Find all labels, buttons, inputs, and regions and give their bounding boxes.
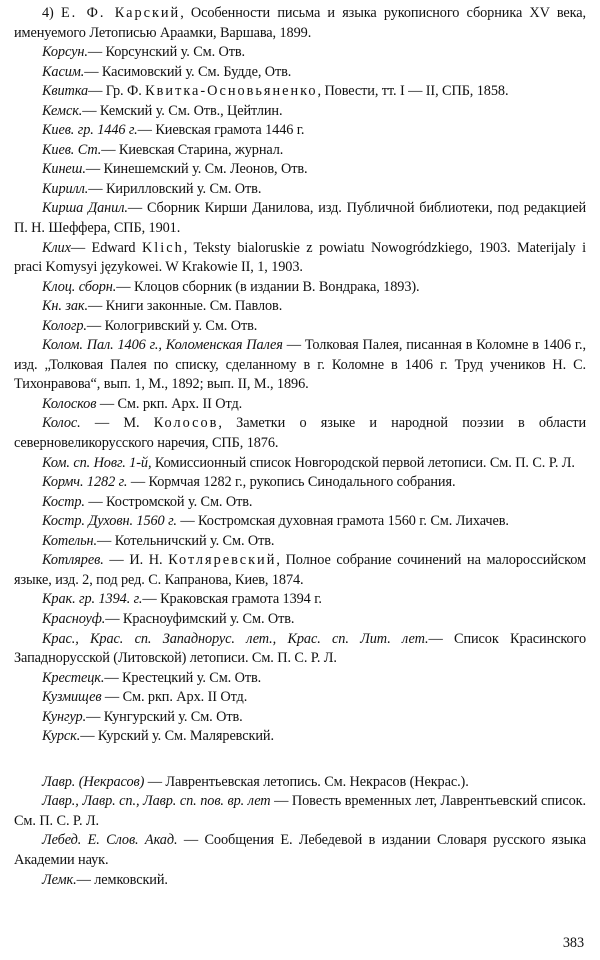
glossary-entry [14,871,586,891]
glossary-entry [14,473,586,493]
entry-abbreviation: Лавр. (Некрасов) [42,773,145,790]
entry-abbreviation: Курск. [42,728,81,745]
glossary-entry [14,669,586,689]
entry-abbreviation: Клоц. сборн. [42,278,117,295]
entry-abbreviation: Котлярев. [42,552,104,569]
glossary-entry [14,512,586,532]
glossary-entry [14,630,586,669]
entry-abbreviation: Кн. зак. [42,298,88,315]
entry-text-tail: , Заметки о языке и народной поэзии в области северновеликорусского наречия, СПБ, 1876. [14,415,586,452]
entry-abbreviation: Корсун. [42,44,88,61]
entry-abbreviation: Костр. [42,493,85,510]
glossary-entry [14,454,586,474]
glossary-entry [14,792,586,831]
glossary-entry [14,336,586,395]
glossary-entry [14,727,586,747]
entry-author: Е. Ф. Карский [60,5,181,21]
entry-text: — Кормчая 1282 г., рукопись Синодального собрания. [127,474,456,491]
glossary-entry [14,551,586,590]
glossary-entry [14,688,586,708]
glossary-entry [14,160,586,180]
entry-abbreviation: Колосков [42,395,97,412]
entry-abbreviation: Касим. [42,63,85,80]
glossary-entry [14,773,586,793]
entry-text: — Костромская духовная грамота 1560 г. См. Лихачев. [176,513,509,530]
entry-abbreviation: Кемск. [42,102,83,119]
glossary-entry [14,199,586,238]
entry-abbreviation: Красноуф. [42,610,106,627]
entry-text: — Книги законные. См. Павлов. [87,298,283,315]
entry-text: — Касимовский у. См. Будде, Отв. [84,63,292,80]
entry-abbreviation: Кологр. [42,317,87,334]
entry-abbreviation: Лемк. [42,871,77,888]
page-number: 383 [562,935,584,951]
entry-text-tail: , Повести, тт. I — II, СПБ, 1858. [317,83,509,100]
glossary-entry [14,278,586,298]
entry-text: — Киевская Старина, журнал. [101,141,284,158]
glossary-entry [14,180,586,200]
entry-text: — Красноуфимский у. См. Отв. [105,610,295,627]
entry-text: — Сообщения Е. Лебедевой в издании Словаря русского языка Академии наук. [14,832,586,868]
entry-abbreviation: Крак. гр. 1394. г. [42,591,143,608]
entry-abbreviation: Колом. Пал. 1406 г., Коломенская Палея [42,337,283,354]
glossary-entry [14,317,586,337]
entry-author: Котляревский [168,552,277,569]
entry-abbreviation: Кинеш. [42,161,86,178]
glossary-entry [14,239,586,278]
glossary-entry [14,63,586,83]
entry-abbreviation: Ком. сп. Новг. 1-й, [42,454,152,471]
entry-abbreviation: Киев. Ст. [42,141,102,158]
entry-text: — Кемский у. См. Отв., Цейтлин. [82,102,283,119]
entry-text: — Кологривский у. См. Отв. [86,317,258,334]
glossary-entry [14,532,586,552]
entry-text: — Сборник Кирши Данилова, изд. Публичной библиотеки, под редакцией П. Н. Шеффера, СПБ, 1901. [14,200,586,237]
entry-abbreviation: Клих [42,239,71,256]
entry-abbreviation: Кирилл. [42,180,89,197]
entry-text: — Курский у. См. Маляревский. [80,728,274,745]
entry-abbreviation: Квитка [42,83,89,100]
entry-text: — М. [80,415,154,432]
entry-text: — Повесть временных лет, Лаврентьевский список. См. П. С. Р. Л. [14,793,586,829]
entry-text: — Корсунский у. См. Отв. [87,44,246,61]
glossary-entry [14,708,586,728]
entry-text: — Список Красинского Западнорусской (Литовской) летописи. См. П. С. Р. Л. [14,630,586,667]
entry-abbreviation: Кунгур. [42,708,87,725]
entry-number: 4) [42,5,61,21]
entry-text: — Толковая Палея, писанная в Коломне в 1406 г., изд. „Толковая Палея по списку, сделанному в г. Коломне в 1406 г. Труд учеников Н. С. Тихонравова“, вып. 1, М., 1892; вып. II, М., 1896. [14,337,587,393]
glossary-entry [14,82,586,102]
entry-text: — Кинешемский у. См. Леонов, Отв. [85,161,308,178]
entry-text: — См. ркп. Арх. II Отд. [101,689,248,706]
entry-text: Комиссионный список Новгородской первой летописи. См. П. С. Р. Л. [151,454,575,471]
glossary-entry [14,102,586,122]
glossary-entry [14,121,586,141]
glossary-entry [14,297,586,317]
entry-text: — Кирилловский у. См. Отв. [88,180,262,197]
glossary-entry [14,4,586,43]
glossary-entries [14,4,586,890]
entry-abbreviation: Кузмищев [42,689,102,706]
entry-text: — Лаврентьевская летопись. См. Некрасов (Некрас.). [144,773,469,790]
entry-text: — Edward [70,239,142,256]
glossary-entry [14,141,586,161]
entry-abbreviation: Крас., Крас. сп. Западнорус. лет., Крас. сп. Лит. лет. [42,630,429,647]
entry-abbreviation: Костр. Духовн. 1560 г. [42,513,177,530]
entry-abbreviation: Кормч. 1282 г. [42,474,128,491]
entry-text: — Гр. Ф. [88,83,146,100]
entry-abbreviation: Киев. гр. 1446 г. [42,122,138,139]
entry-abbreviation: Котельн. [42,532,98,549]
entry-text-tail: , Полное собрание сочинений на малороссийском языке, изд. 2, под ред. С. Капранова, Киев, 1874. [14,552,586,588]
glossary-entry [14,610,586,630]
entry-author: Klich [141,239,184,256]
glossary-entry [14,395,586,415]
entry-text: — Кунгурский у. См. Отв. [86,708,243,725]
entry-text: — См. ркп. Арх. II Отд. [96,395,243,412]
glossary-entry [14,831,586,870]
entry-text: — Клоцов сборник (в издании В. Вондрака, 1893). [116,278,420,295]
glossary-entry [14,43,586,63]
entry-abbreviation: Лавр., Лавр. сп., Лавр. сп. пов. вр. лет [42,793,271,810]
entry-abbreviation: Кирша Данил. [42,200,128,217]
entry-text: — И. Н. [103,552,169,569]
entry-text: — лемковский. [76,871,168,888]
section-gap [14,747,586,773]
entry-text-tail: , Teksty bialoruskie z powiatu Nowogródzkiego, 1903. Materijaly i praci Komysyi językowei. W Krakowie II, 1, 1903. [14,239,586,276]
entry-abbreviation: Крестецк. [42,669,105,686]
glossary-entry [14,414,586,453]
entry-text: — Костромской у. См. Отв. [84,493,253,510]
entry-text: — Крестецкий у. См. Отв. [104,669,262,686]
glossary-entry [14,493,586,513]
entry-abbreviation: Лебед. Е. Слов. Акад. [42,832,178,849]
entry-author: Квитка-Основьяненко [145,83,318,100]
entry-abbreviation: Колос. [42,415,81,432]
entry-text: — Краковская грамота 1394 г. [142,591,322,608]
entry-author: Колосов [153,415,219,432]
glossary-entry [14,590,586,610]
entry-text: — Киевская грамота 1446 г. [137,122,305,139]
entry-text: — Котельничский у. См. Отв. [97,532,275,549]
entry-text: , Особенности письма и языка рукописного сборника XV века, именуемого Летописью Араамки, Варшава, 1899. [14,5,586,41]
